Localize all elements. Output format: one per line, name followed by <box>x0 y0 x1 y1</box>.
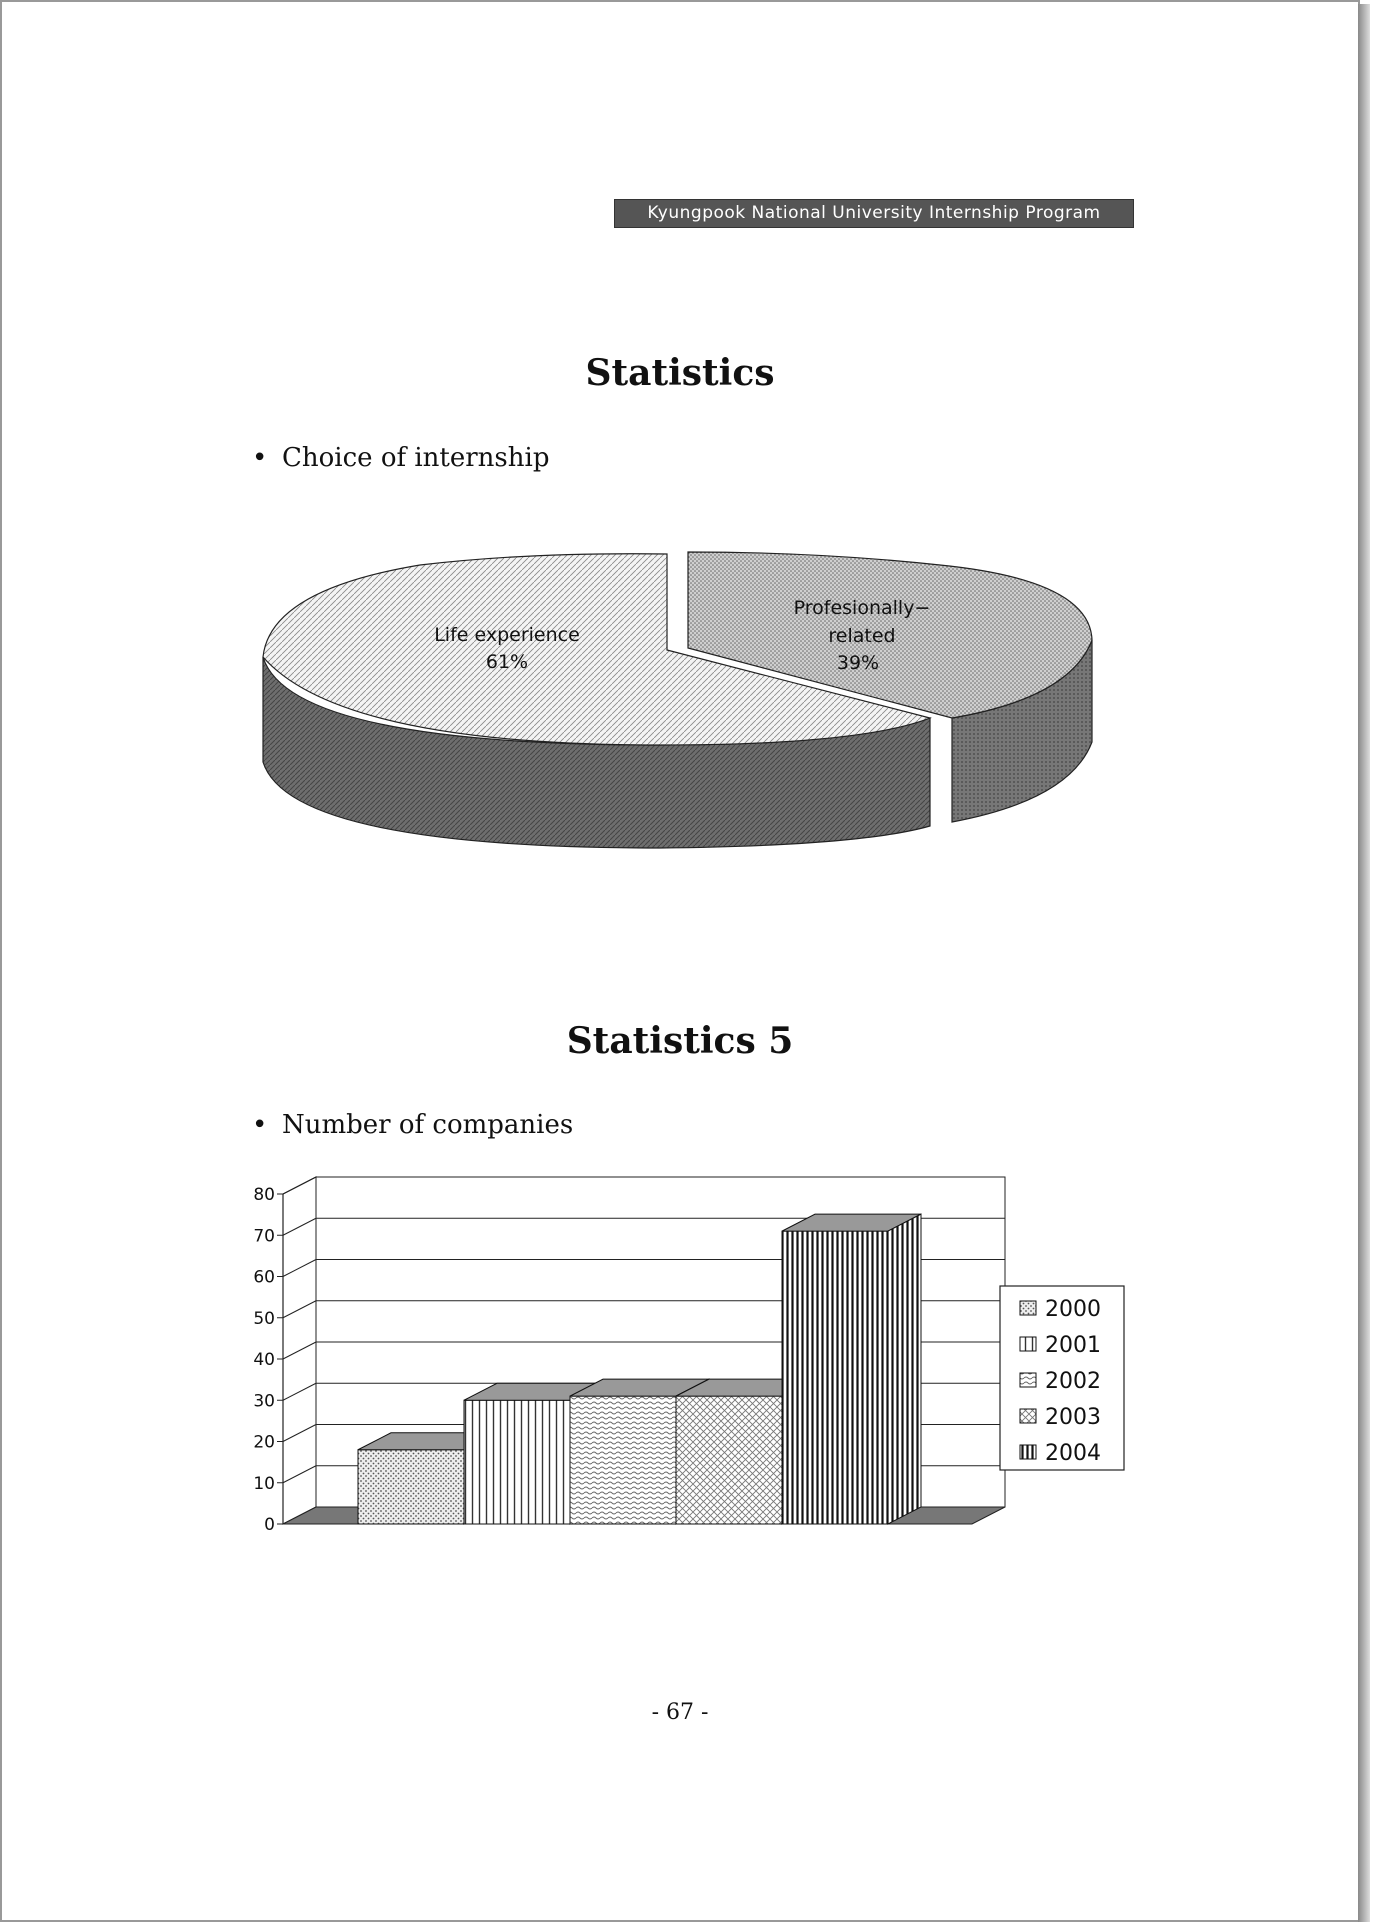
section-title-statistics: Statistics <box>585 352 775 394</box>
pie-label-life-experience: Life experience <box>434 624 580 646</box>
legend-swatch-2001 <box>1020 1337 1036 1351</box>
legend-swatch-2000 <box>1020 1301 1036 1315</box>
y-tick-label: 70 <box>253 1226 275 1247</box>
bullet-dot-icon: • <box>252 1110 268 1140</box>
legend-label-2002: 2002 <box>1045 1369 1101 1394</box>
bar-2000 <box>358 1450 464 1524</box>
legend-label-2004: 2004 <box>1045 1441 1101 1466</box>
bar-2001 <box>464 1400 570 1524</box>
legend-label-2001: 2001 <box>1045 1333 1101 1358</box>
y-tick-label: 30 <box>253 1391 275 1412</box>
bar-2002 <box>570 1396 676 1524</box>
legend-label-2000: 2000 <box>1045 1297 1101 1322</box>
header-banner: Kyungpook National University Internship Program <box>614 199 1134 228</box>
pie-label-professionally-line2: related <box>828 625 896 647</box>
y-tick-label: 20 <box>253 1432 275 1453</box>
section-title-statistics-5: Statistics 5 <box>566 1020 794 1062</box>
bar-2004 <box>782 1231 888 1524</box>
legend-swatch-2003 <box>1020 1409 1036 1423</box>
y-tick-label: 10 <box>253 1473 275 1494</box>
bullet-text: Choice of internship <box>282 443 550 473</box>
bullet-dot-icon: • <box>252 443 268 473</box>
legend-swatch-2004 <box>1020 1445 1036 1459</box>
pie-chart <box>263 552 1092 848</box>
bar-2003 <box>676 1396 782 1524</box>
page-number: - 67 - <box>651 1700 709 1725</box>
pie-value-life-experience: 61% <box>485 651 529 673</box>
legend-swatch-2002 <box>1020 1373 1036 1387</box>
legend-label-2003: 2003 <box>1045 1405 1101 1430</box>
bar-legend <box>1000 1286 1124 1470</box>
bar-chart <box>253 1177 1005 1535</box>
y-tick-label: 50 <box>253 1308 275 1329</box>
y-tick-label: 60 <box>253 1267 275 1288</box>
pie-value-professionally-related: 39% <box>836 652 880 674</box>
bullet-text: Number of companies <box>282 1110 574 1140</box>
pie-label-professionally-line1: Profesionally− <box>793 597 931 619</box>
y-tick-label: 0 <box>264 1515 275 1535</box>
y-tick-label: 40 <box>253 1350 275 1370</box>
bar-side-2004 <box>888 1214 921 1524</box>
y-tick-label: 80 <box>253 1185 275 1205</box>
